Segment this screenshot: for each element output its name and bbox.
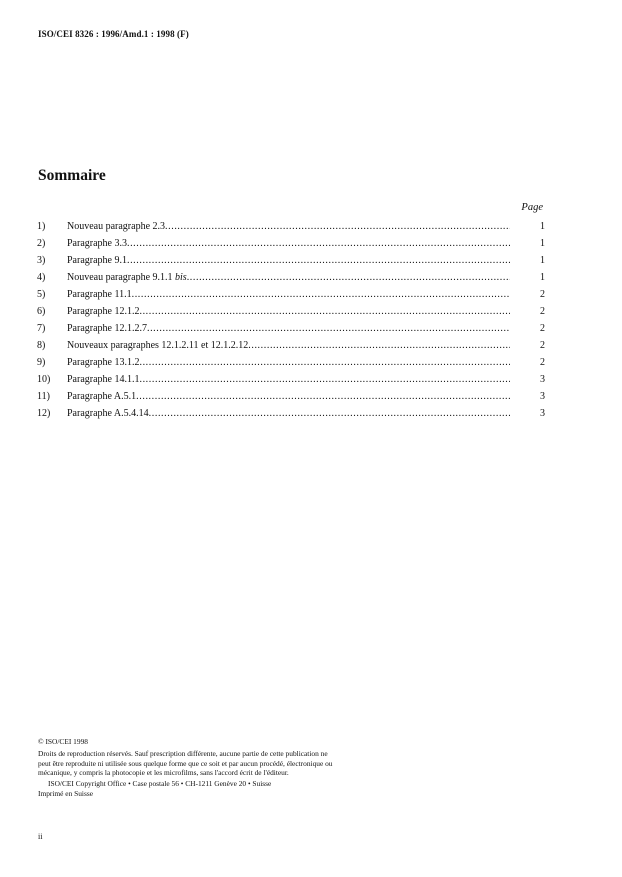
toc-entry-page-number: 1 [540, 255, 545, 266]
toc-entry [37, 354, 547, 371]
toc-entry-page-number: 2 [540, 357, 545, 368]
toc-entry-title [67, 405, 149, 422]
toc-entry-line [67, 337, 510, 354]
toc-entry-title [67, 218, 165, 235]
toc-entry [37, 320, 547, 337]
toc-entry-number: 3) [37, 255, 46, 266]
toc-entry [37, 269, 547, 286]
toc-entry-page-number: 3 [540, 391, 545, 402]
toc-entry-title-text: Paragraphe A.5.4.14 [67, 408, 149, 419]
copyright-block [38, 737, 398, 799]
toc-entry-page-number: 1 [540, 221, 545, 232]
toc-entry-title [67, 320, 147, 337]
toc-entry [37, 388, 547, 405]
toc-entry [37, 303, 547, 320]
toc-entry [37, 286, 547, 303]
toc-entry-line [67, 269, 510, 286]
toc-entry [37, 371, 547, 388]
toc-entry [37, 337, 547, 354]
toc-entry-title-text: Nouveau paragraphe 2.3 [67, 221, 166, 232]
toc-entry-number: 2) [37, 238, 46, 249]
toc-leader-dots [248, 337, 510, 354]
page-title: Sommaire [38, 167, 106, 184]
toc-entry-number: 12) [37, 408, 51, 419]
toc-entry-page-number: 2 [540, 340, 545, 351]
toc-entry-title [67, 252, 127, 269]
toc-entry-page-number: 1 [540, 238, 545, 249]
toc-entry-line [67, 252, 510, 269]
toc-entry-number: 10) [37, 374, 51, 385]
toc-entry-title-text: Paragraphe 3.3 [67, 238, 127, 249]
copyright-notice: © ISO/CEI 1998 [38, 737, 88, 746]
toc-entry-line [67, 218, 510, 235]
toc-entry-line [67, 235, 510, 252]
toc-entry-number: 5) [37, 289, 46, 300]
toc-leader-dots [149, 405, 510, 422]
printed-in: Imprimé en Suisse [38, 788, 94, 798]
toc-entry-number: 1) [37, 221, 46, 232]
document-reference-header: ISO/CEI 8326 : 1996/Amd.1 : 1998 (F) [38, 29, 189, 39]
toc-entry-title-text: Paragraphe 11.1 [67, 289, 132, 300]
toc-entry-page-number: 2 [540, 306, 545, 317]
toc-leader-dots [165, 218, 510, 235]
toc-entry-line [67, 354, 510, 371]
toc-leader-dots [147, 320, 510, 337]
toc-leader-dots [127, 235, 510, 252]
page-column-label: Page [521, 202, 543, 213]
toc-entry [37, 218, 547, 235]
toc-entry-line [67, 405, 510, 422]
toc-entry [37, 252, 547, 269]
toc-entry-page-number: 3 [540, 374, 545, 385]
copyright-office-address: ISO/CEI Copyright Office • Case postale 56 • CH-1211 Genève 20 • Suisse [48, 779, 272, 789]
toc-entry-title-text: Paragraphe A.5.1 [67, 391, 137, 402]
toc-entry-number: 4) [37, 272, 46, 283]
toc-entry-title [67, 354, 139, 371]
rights-line: mécanique, y compris la photocopie et les microfilms, sans l'accord écrit de l'éditeur. [38, 768, 289, 778]
table-of-contents [37, 218, 547, 422]
toc-entry-title [67, 235, 127, 252]
toc-leader-dots [139, 354, 510, 371]
toc-entry-title-text: Paragraphe 13.1.2 [67, 357, 140, 368]
toc-leader-dots [139, 303, 510, 320]
toc-entry-page-number: 1 [540, 272, 545, 283]
toc-entry-title-text: Paragraphe 12.1.2 [67, 306, 140, 317]
toc-entry-line [67, 286, 510, 303]
toc-leader-dots [136, 388, 510, 405]
toc-entry-number: 6) [37, 306, 46, 317]
toc-entry-title-text: Paragraphe 14.1.1 [67, 374, 140, 385]
toc-entry [37, 235, 547, 252]
rights-line: peut être reproduite ni utilisée sous quelque forme que ce soit et par aucun procédé, électronique ou [38, 758, 333, 768]
toc-entry-line [67, 303, 510, 320]
toc-entry-line [67, 320, 510, 337]
toc-entry-title [67, 388, 136, 405]
toc-entry [37, 405, 547, 422]
rights-line: Droits de reproduction réservés. Sauf prescription différente, aucune partie de cette publication ne [38, 748, 328, 758]
toc-entry-number: 8) [37, 340, 46, 351]
toc-entry-line [67, 388, 510, 405]
toc-entry-page-number: 2 [540, 289, 545, 300]
toc-entry-title-italic: bis [175, 272, 187, 283]
toc-leader-dots [127, 252, 510, 269]
toc-entry-page-number: 3 [540, 408, 545, 419]
toc-entry-title [67, 371, 139, 388]
toc-entry-title-text: Nouveaux paragraphes 12.1.2.11 et 12.1.2.12 [67, 340, 249, 351]
toc-entry-title-text: Paragraphe 9.1 [67, 255, 127, 266]
toc-leader-dots [139, 371, 510, 388]
toc-leader-dots [132, 286, 510, 303]
toc-leader-dots [187, 269, 510, 286]
toc-entry-page-number: 2 [540, 323, 545, 334]
toc-entry-title [67, 269, 187, 286]
toc-entry-title-text: Nouveau paragraphe 9.1.1 [67, 272, 176, 283]
toc-entry-title-text: Paragraphe 12.1.2.7 [67, 323, 147, 334]
toc-entry-line [67, 371, 510, 388]
toc-entry-title [67, 286, 132, 303]
toc-entry-number: 7) [37, 323, 46, 334]
page-folio: ii [38, 832, 43, 841]
toc-entry-number: 9) [37, 357, 46, 368]
toc-entry-title [67, 303, 139, 320]
toc-entry-title [67, 337, 248, 354]
toc-entry-number: 11) [37, 391, 50, 402]
